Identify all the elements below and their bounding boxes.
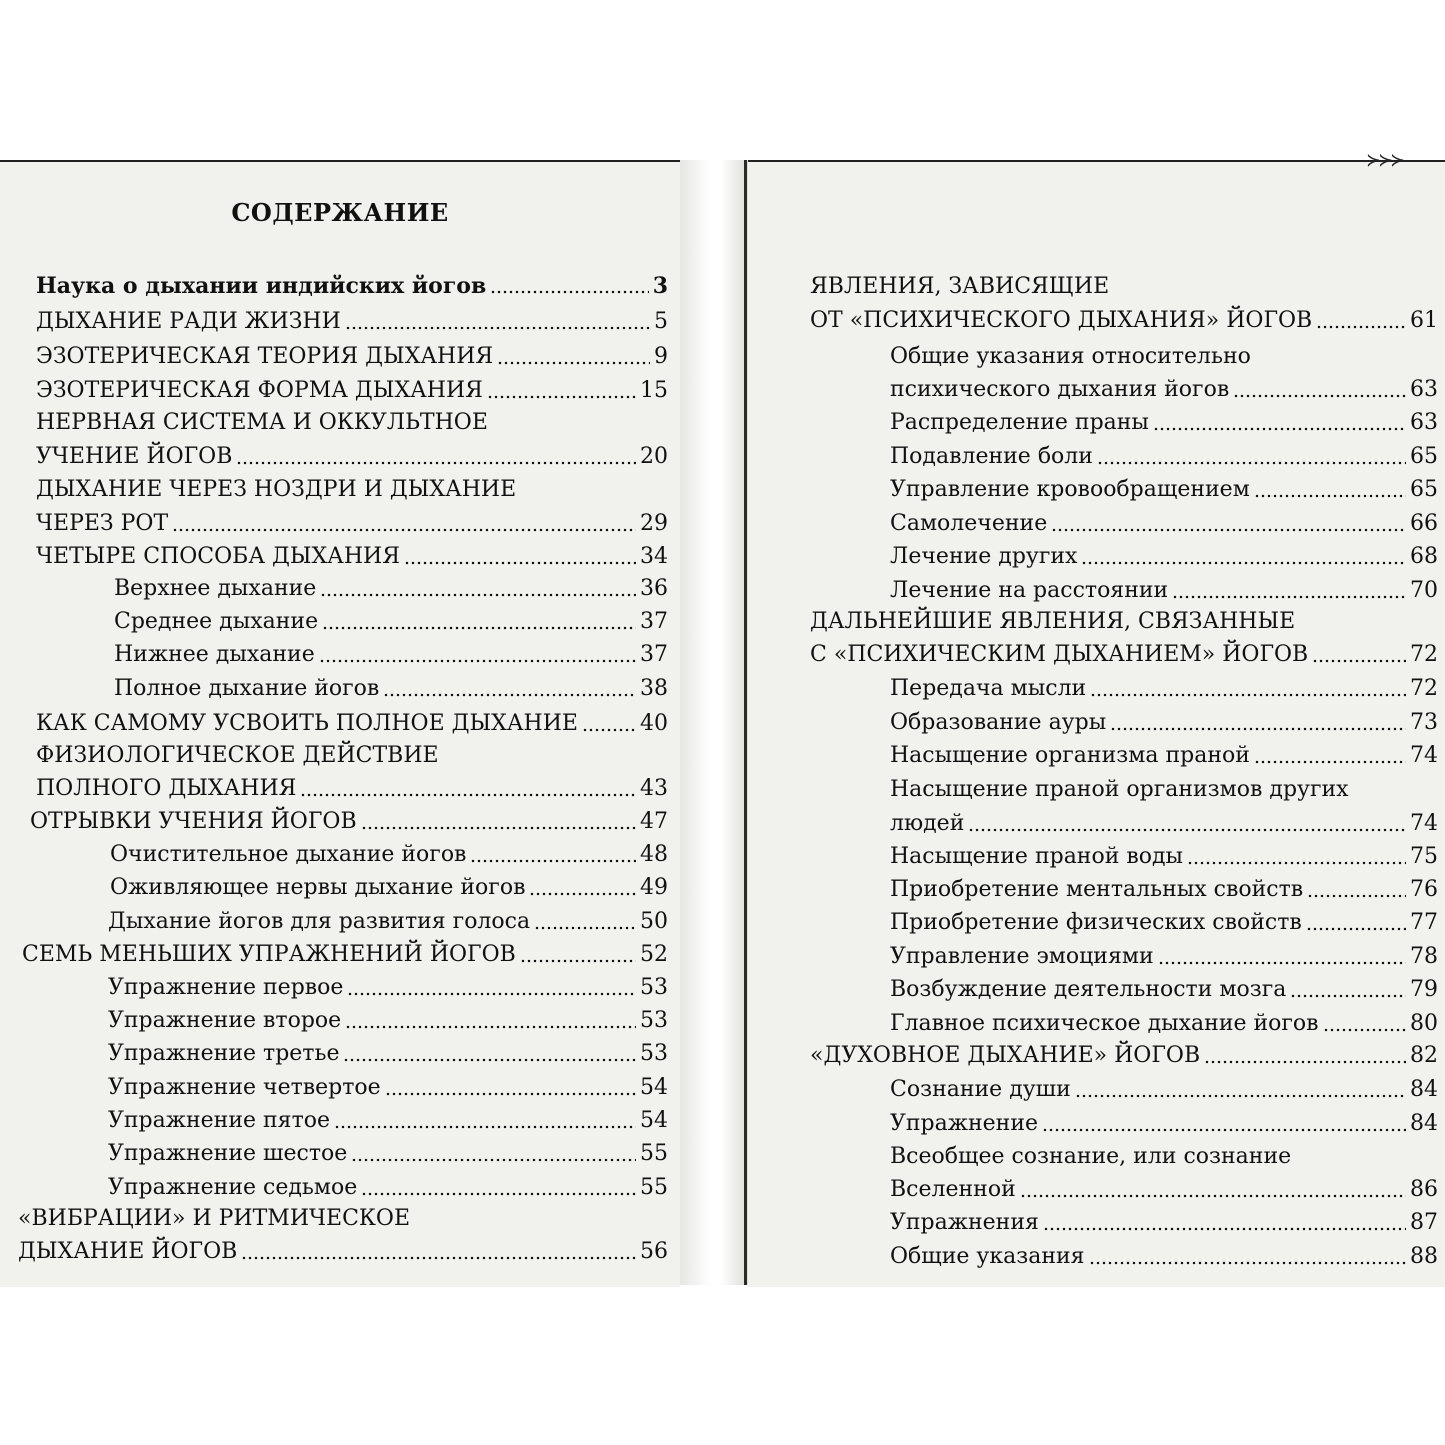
- toc-entry-label: Распределение праны: [890, 410, 1149, 435]
- dot-leader: [1158, 946, 1406, 966]
- dot-leader: [582, 713, 636, 733]
- toc-entry: [36, 443, 668, 471]
- toc-entry-label: Упражнение четвертое: [108, 1075, 381, 1100]
- dot-leader: [968, 813, 1406, 833]
- dot-leader: [1254, 479, 1406, 499]
- toc-entry: [108, 1107, 668, 1135]
- toc-page-number: 75: [1410, 844, 1438, 869]
- toc-page-number: 5: [654, 309, 668, 334]
- toc-entry-label: Верхнее дыхание: [114, 576, 317, 601]
- toc-entry-label: Общие указания: [890, 1244, 1085, 1269]
- dot-leader: [1089, 1246, 1406, 1266]
- dot-leader: [1312, 644, 1406, 664]
- dot-leader: [1153, 412, 1406, 432]
- toc-page-number: 36: [640, 576, 668, 601]
- dot-leader: [300, 778, 636, 798]
- toc-entry: [36, 510, 668, 538]
- dot-leader: [534, 911, 636, 931]
- toc-entry-label: ЭЗОТЕРИЧЕСКАЯ ТЕОРИЯ ДЫХАНИЯ: [36, 344, 494, 369]
- toc-entry-label: Приобретение ментальных свойств: [890, 877, 1304, 902]
- toc-page-number: 43: [640, 776, 668, 801]
- toc-entry: [890, 510, 1438, 538]
- toc-entry-label: Вселенной: [890, 1177, 1016, 1202]
- dot-leader: [520, 944, 636, 964]
- dot-leader: [1306, 912, 1406, 932]
- toc-page-number: 53: [640, 1041, 668, 1066]
- toc-entry: [890, 909, 1438, 937]
- toc-entry: [36, 476, 668, 504]
- toc-entry: [810, 641, 1438, 669]
- toc-entry-label: Подавление боли: [890, 444, 1093, 469]
- toc-page-number: 38: [640, 676, 668, 701]
- dot-leader: [351, 1143, 636, 1163]
- toc-page-number: 50: [640, 909, 668, 934]
- toc-entry: [18, 1205, 668, 1233]
- toc-entry-label: Наука о дыхании индийских йогов: [36, 273, 487, 299]
- book-gutter: [680, 160, 748, 1285]
- toc-entry: [110, 874, 668, 902]
- toc-entry: [890, 1110, 1438, 1138]
- toc-entry-label: Общие указания относительно: [890, 344, 1251, 369]
- toc-entry: [30, 808, 668, 836]
- toc-entry-label: Упражнение пятое: [108, 1108, 330, 1133]
- toc-entry-label: Насыщение праной воды: [890, 844, 1184, 869]
- dot-leader: [529, 877, 636, 897]
- toc-page-number: 15: [640, 378, 668, 403]
- toc-entry-label: Управление кровообращением: [890, 477, 1250, 502]
- toc-entry-label: Лечение других: [890, 544, 1078, 569]
- dot-leader: [241, 1241, 636, 1261]
- toc-entry-label: Возбуждение деятельности мозга: [890, 977, 1287, 1002]
- toc-entry-label: ФИЗИОЛОГИЧЕСКОЕ ДЕЙСТВИЕ: [36, 743, 439, 768]
- toc-entry: [810, 608, 1438, 636]
- toc-page-number: 73: [1410, 710, 1438, 735]
- toc-page-number: 29: [640, 511, 668, 536]
- toc-entry: [890, 876, 1438, 904]
- toc-entry: [18, 1238, 668, 1266]
- toc-page-number: 84: [1410, 1077, 1438, 1102]
- toc-entry-label: ДЫХАНИЕ ЧЕРЕЗ НОЗДРИ И ДЫХАНИЕ: [36, 477, 517, 502]
- toc-entry: [890, 810, 1438, 838]
- dot-leader: [1204, 1045, 1406, 1065]
- toc-entry: [890, 1143, 1438, 1171]
- toc-page-number: 74: [1410, 811, 1438, 836]
- toc-entry-label: людей: [890, 811, 965, 836]
- toc-page-number: 78: [1410, 944, 1438, 969]
- toc-entry-label: «ВИБРАЦИИ» И РИТМИЧЕСКОЕ: [18, 1206, 411, 1231]
- toc-entry: [890, 1076, 1438, 1104]
- dot-leader: [490, 275, 648, 295]
- toc-entry: [114, 641, 668, 669]
- toc-entry-label: Упражнение шестое: [108, 1141, 348, 1166]
- toc-entry: [890, 742, 1438, 770]
- toc-page-number: 55: [640, 1141, 668, 1166]
- toc-page-number: 65: [1410, 477, 1438, 502]
- toc-entry: [36, 742, 668, 770]
- toc-entry: [108, 908, 668, 936]
- toc-entry-label: УЧЕНИЕ ЙОГОВ: [36, 444, 233, 469]
- toc-page-number: 49: [640, 875, 668, 900]
- toc-entry-label: ДЫХАНИЕ РАДИ ЖИЗНИ: [36, 309, 341, 334]
- toc-entry: [890, 1010, 1438, 1038]
- toc-entry: [890, 1209, 1438, 1237]
- toc-entry-label: С «ПСИХИЧЕСКИМ ДЫХАНИЕМ» ЙОГОВ: [810, 642, 1309, 667]
- toc-entry: [890, 776, 1438, 804]
- toc-entry: [36, 409, 668, 437]
- toc-entry: [890, 577, 1438, 605]
- dot-leader: [1187, 846, 1406, 866]
- toc-entry-label: Упражнение седьмое: [108, 1175, 358, 1200]
- toc-entry-label: Упражнения: [890, 1210, 1039, 1235]
- toc-entry: [36, 308, 668, 336]
- toc-entry-label: Упражнение третье: [108, 1041, 340, 1066]
- dot-leader: [361, 811, 636, 831]
- toc-entry-label: Дыхание йогов для развития голоса: [108, 909, 531, 934]
- toc-entry: [114, 675, 668, 703]
- toc-entry-label: Передача мысли: [890, 676, 1087, 701]
- toc-page-number: 3: [652, 273, 668, 299]
- toc-entry: [810, 273, 1438, 301]
- toc-entry-label: КАК САМОМУ УСВОИТЬ ПОЛНОЕ ДЫХАНИЕ: [36, 711, 578, 736]
- toc-page-number: 88: [1410, 1244, 1438, 1269]
- toc-page-number: 84: [1410, 1111, 1438, 1136]
- toc-page-number: 53: [640, 975, 668, 1000]
- toc-page-number: 52: [640, 942, 668, 967]
- dot-leader: [1097, 446, 1406, 466]
- toc-entry: [890, 409, 1438, 437]
- toc-page-number: 65: [1410, 444, 1438, 469]
- dot-leader: [1043, 1212, 1406, 1232]
- toc-page-number: 20: [640, 444, 668, 469]
- dot-leader: [1290, 979, 1406, 999]
- toc-entry: [114, 575, 668, 603]
- toc-entry: [810, 307, 1438, 335]
- toc-page-number: 48: [640, 842, 668, 867]
- toc-entry-label: Главное психическое дыхание йогов: [890, 1011, 1319, 1036]
- dot-leader: [319, 644, 636, 664]
- toc-entry-label: Всеобщее сознание, или сознание: [890, 1144, 1292, 1169]
- toc-entry: [110, 841, 668, 869]
- toc-entry-label: ДЫХАНИЕ ЙОГОВ: [18, 1239, 238, 1264]
- dot-leader: [1090, 678, 1406, 698]
- dot-leader: [347, 977, 636, 997]
- toc-entry-label: Насыщение праной организмов других: [890, 777, 1349, 802]
- toc-page-number: 63: [1410, 410, 1438, 435]
- dot-leader: [470, 844, 636, 864]
- gutter-shadow: [744, 160, 747, 1285]
- toc-entry-label: ЧЕРЕЗ РОТ: [36, 511, 169, 536]
- dot-leader: [1110, 712, 1406, 732]
- toc-entry-label: ПОЛНОГО ДЫХАНИЯ: [36, 776, 297, 801]
- toc-entry-label: Оживляющее нервы дыхание йогов: [110, 875, 526, 900]
- toc-page-number: 82: [1410, 1043, 1438, 1068]
- dot-leader: [404, 546, 636, 566]
- toc-entry: [890, 1243, 1438, 1271]
- toc-page-number: 70: [1410, 578, 1438, 603]
- dot-leader: [1051, 513, 1406, 533]
- toc-page-number: 87: [1410, 1210, 1438, 1235]
- dot-leader: [1172, 580, 1406, 600]
- toc-entry-label: «ДУХОВНОЕ ДЫХАНИЕ» ЙОГОВ: [810, 1043, 1201, 1068]
- toc-entry-label: ЧЕТЫРЕ СПОСОБА ДЫХАНИЯ: [36, 544, 400, 569]
- dot-leader: [343, 1043, 636, 1063]
- toc-page-number: 76: [1410, 877, 1438, 902]
- toc-page-number: 68: [1410, 544, 1438, 569]
- toc-entry: [36, 775, 668, 803]
- toc-entry: [108, 1040, 668, 1068]
- toc-entry-label: Упражнение: [890, 1111, 1039, 1136]
- toc-page-number: 77: [1410, 910, 1438, 935]
- toc-entry: [890, 1176, 1438, 1204]
- toc-page-number: 79: [1410, 977, 1438, 1002]
- toc-entry-label: ДАЛЬНЕЙШИЕ ЯВЛЕНИЯ, СВЯЗАННЫЕ: [810, 609, 1296, 634]
- toc-entry: [36, 343, 668, 371]
- toc-entry-label: Очистительное дыхание йогов: [110, 842, 467, 867]
- toc-page-number: 61: [1410, 308, 1438, 333]
- dot-leader: [172, 513, 636, 533]
- toc-entry: [108, 1074, 668, 1102]
- toc-page-number: 54: [640, 1075, 668, 1100]
- dot-leader: [1075, 1079, 1406, 1099]
- toc-entry-label: ОТРЫВКИ УЧЕНИЯ ЙОГОВ: [30, 809, 357, 834]
- toc-page-number: 56: [640, 1239, 668, 1264]
- toc-page-number: 80: [1410, 1011, 1438, 1036]
- toc-entry-label: Управление эмоциями: [890, 944, 1154, 969]
- toc-entry: [890, 843, 1438, 871]
- dot-leader: [383, 678, 636, 698]
- toc-page-number: 34: [640, 544, 668, 569]
- toc-entry: [108, 974, 668, 1002]
- toc-entry: [108, 1140, 668, 1168]
- toc-entry-label: Упражнение первое: [108, 975, 344, 1000]
- toc-page-number: 72: [1410, 676, 1438, 701]
- dot-leader: [1233, 379, 1406, 399]
- toc-entry-label: Лечение на расстоянии: [890, 578, 1169, 603]
- toc-entry: [36, 710, 668, 738]
- toc-entry-label: Приобретение физических свойств: [890, 910, 1302, 935]
- toc-entry-label: психического дыхания йогов: [890, 377, 1230, 402]
- toc-entry: [22, 941, 668, 969]
- dot-leader: [320, 578, 636, 598]
- toc-entry: [890, 476, 1438, 504]
- toc-page-number: 72: [1410, 642, 1438, 667]
- toc-entry-label: СЕМЬ МЕНЬШИХ УПРАЖНЕНИЙ ЙОГОВ: [22, 942, 516, 967]
- toc-page-number: 54: [640, 1108, 668, 1133]
- dot-leader: [236, 446, 636, 466]
- toc-page-number: 86: [1410, 1177, 1438, 1202]
- toc-entry: [36, 543, 668, 571]
- toc-entry: [890, 376, 1438, 404]
- dot-leader: [1081, 546, 1406, 566]
- toc-entry: [108, 1007, 668, 1035]
- toc-page-number: 55: [640, 1175, 668, 1200]
- toc-entry: [890, 675, 1438, 703]
- toc-entry-label: Образование ауры: [890, 710, 1107, 735]
- toc-entry-label: ЯВЛЕНИЯ, ЗАВИСЯЩИЕ: [810, 274, 1110, 299]
- toc-entry-label: Насыщение организма праной: [890, 743, 1250, 768]
- dot-leader: [1254, 745, 1406, 765]
- toc-entry: [36, 272, 668, 300]
- dot-leader: [345, 311, 650, 331]
- toc-page-number: 63: [1410, 377, 1438, 402]
- toc-page-number: 37: [640, 642, 668, 667]
- toc-heading: СОДЕРЖАНИЕ: [231, 198, 449, 227]
- dot-leader: [1307, 879, 1406, 899]
- dot-leader: [334, 1110, 636, 1130]
- toc-page-number: 37: [640, 609, 668, 634]
- toc-entry-label: Нижнее дыхание: [114, 642, 315, 667]
- toc-entry: [890, 943, 1438, 971]
- toc-page-number: 53: [640, 1008, 668, 1033]
- dot-leader: [1323, 1013, 1406, 1033]
- toc-entry: [114, 608, 668, 636]
- toc-entry-label: НЕРВНАЯ СИСТЕМА И ОККУЛЬТНОЕ: [36, 410, 488, 435]
- dot-leader: [1020, 1179, 1406, 1199]
- dot-leader: [322, 611, 636, 631]
- toc-entry-label: ОТ «ПСИХИЧЕСКОГО ДЫХАНИЯ» ЙОГОВ: [810, 308, 1313, 333]
- toc-entry: [36, 377, 668, 405]
- dot-leader: [497, 346, 650, 366]
- dot-leader: [487, 380, 636, 400]
- toc-page-number: 74: [1410, 743, 1438, 768]
- dot-leader: [361, 1177, 636, 1197]
- toc-page-number: 47: [640, 809, 668, 834]
- dot-leader: [1042, 1113, 1406, 1133]
- toc-page-number: 66: [1410, 511, 1438, 536]
- toc-entry: [810, 1042, 1438, 1070]
- toc-entry-label: ЭЗОТЕРИЧЕСКАЯ ФОРМА ДЫХАНИЯ: [36, 378, 483, 403]
- toc-entry: [890, 543, 1438, 571]
- dot-leader: [1316, 310, 1406, 330]
- toc-page-number: 40: [640, 711, 668, 736]
- dot-leader: [345, 1010, 636, 1030]
- toc-entry-label: Самолечение: [890, 511, 1048, 536]
- toc-entry: [890, 976, 1438, 1004]
- toc-entry-label: Полное дыхание йогов: [114, 676, 380, 701]
- toc-entry: [108, 1174, 668, 1202]
- toc-entry: [890, 443, 1438, 471]
- dot-leader: [385, 1077, 636, 1097]
- toc-entry-label: Сознание души: [890, 1077, 1071, 1102]
- decorative-ornament-icon: ≻≻≻: [1366, 150, 1403, 171]
- toc-entry: [890, 343, 1438, 371]
- toc-page-number: 9: [654, 344, 668, 369]
- toc-entry: [890, 709, 1438, 737]
- toc-entry-label: Среднее дыхание: [114, 609, 319, 634]
- toc-entry-label: Упражнение второе: [108, 1008, 342, 1033]
